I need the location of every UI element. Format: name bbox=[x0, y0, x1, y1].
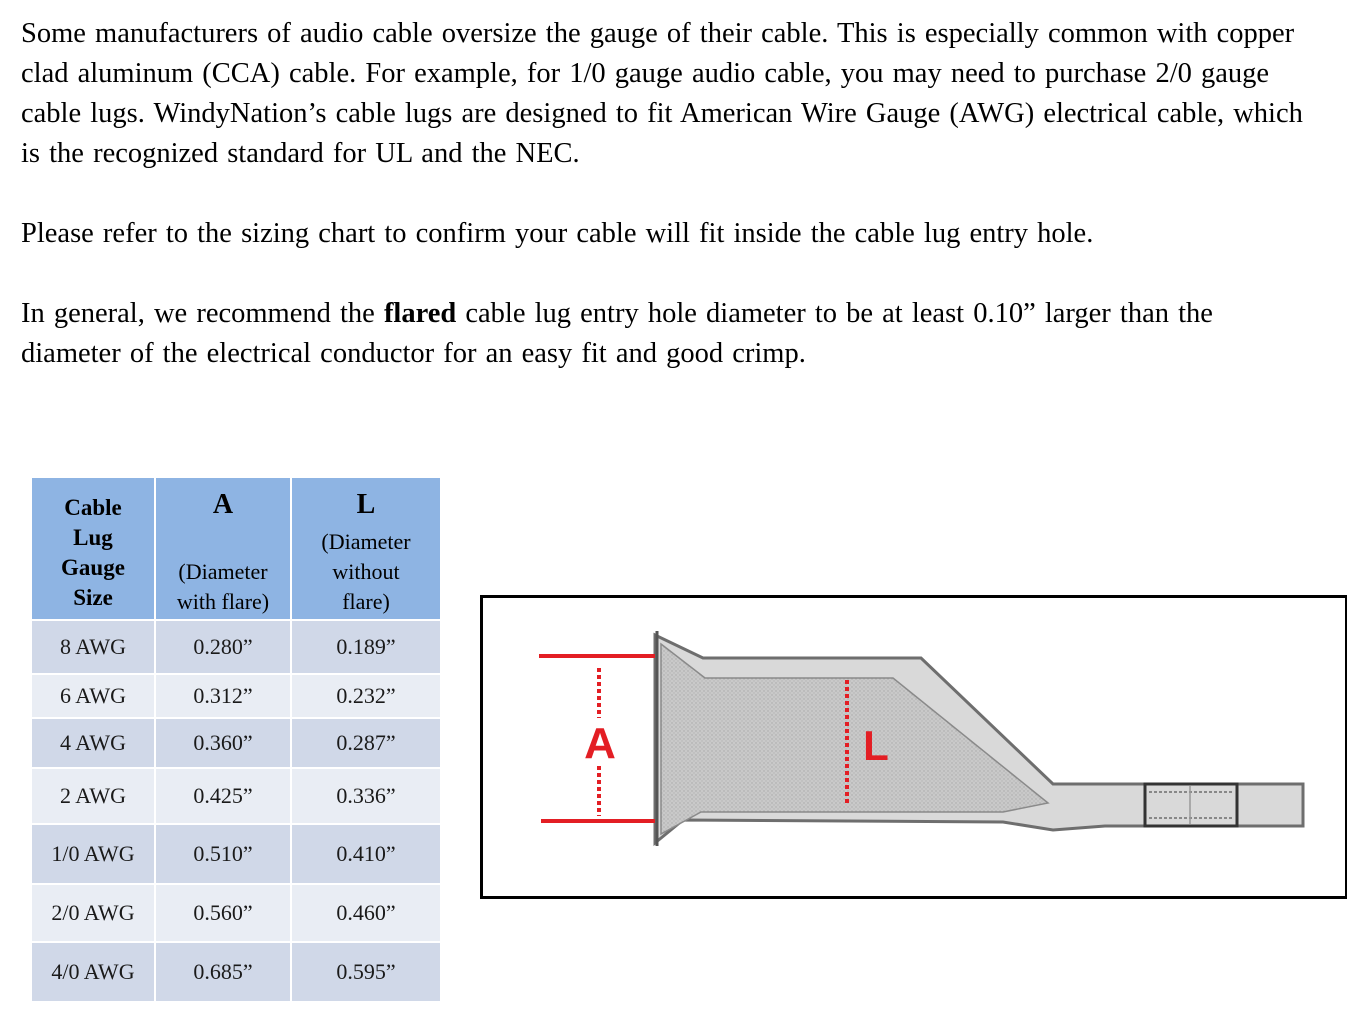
header-l bbox=[291, 477, 441, 620]
intro-text bbox=[21, 14, 1321, 374]
row-gauge: 2 AWG bbox=[31, 768, 155, 824]
row-a-value: 0.510” bbox=[155, 824, 291, 884]
row-gauge: 6 AWG bbox=[31, 674, 155, 718]
header-a bbox=[155, 477, 291, 620]
sizing-chart-table bbox=[30, 476, 442, 1003]
row-a-value: 0.360” bbox=[155, 718, 291, 768]
recommendation-text-before: In general, we recommend the bbox=[21, 298, 384, 329]
cable-lug-diagram bbox=[480, 595, 1347, 899]
row-l-value: 0.287” bbox=[291, 718, 441, 768]
row-l-value: 0.460” bbox=[291, 884, 441, 942]
table-row bbox=[31, 884, 441, 942]
row-a-value: 0.280” bbox=[155, 620, 291, 674]
row-gauge: 4 AWG bbox=[31, 718, 155, 768]
row-a-value: 0.312” bbox=[155, 674, 291, 718]
header-a-sub: (Diameter with flare) bbox=[176, 559, 270, 614]
header-gauge-label: Cable Lug Gauge Size bbox=[61, 495, 125, 610]
dimension-l-label: L bbox=[863, 722, 889, 769]
header-l-letter: L bbox=[356, 489, 376, 520]
row-l-value: 0.336” bbox=[291, 768, 441, 824]
intro-paragraph-recommendation bbox=[21, 294, 1321, 374]
header-gauge bbox=[31, 477, 155, 620]
table-row bbox=[31, 768, 441, 824]
row-a-value: 0.425” bbox=[155, 768, 291, 824]
recommendation-text-after: cable lug entry hole diameter to be at least 0.10” larger than the diameter of the electrical conductor for an easy fit and good crimp. bbox=[21, 298, 1213, 369]
table-row bbox=[31, 674, 441, 718]
cable-lug-drawing bbox=[483, 598, 1345, 896]
row-gauge: 8 AWG bbox=[31, 620, 155, 674]
row-a-value: 0.560” bbox=[155, 884, 291, 942]
table-row bbox=[31, 824, 441, 884]
row-l-value: 0.410” bbox=[291, 824, 441, 884]
table-row bbox=[31, 718, 441, 768]
table-row bbox=[31, 942, 441, 1002]
header-l-sub: (Diameter without flare) bbox=[321, 529, 411, 614]
table-row bbox=[31, 620, 441, 674]
row-gauge: 4/0 AWG bbox=[31, 942, 155, 1002]
dimension-a-label: A bbox=[584, 719, 616, 768]
row-a-value: 0.685” bbox=[155, 942, 291, 1002]
header-a-letter: A bbox=[212, 489, 234, 520]
row-l-value: 0.595” bbox=[291, 942, 441, 1002]
row-gauge: 1/0 AWG bbox=[31, 824, 155, 884]
table-header-row bbox=[31, 477, 441, 620]
row-l-value: 0.189” bbox=[291, 620, 441, 674]
intro-paragraph-sizing-chart: Please refer to the sizing chart to confirm your cable will fit inside the cable lug entry hole. bbox=[21, 218, 1094, 249]
row-l-value: 0.232” bbox=[291, 674, 441, 718]
recommendation-emphasis: flared bbox=[383, 298, 457, 329]
intro-paragraph-oversize: Some manufacturers of audio cable oversize the gauge of their cable. This is especially common with copper clad aluminum (CCA) cable. For example, for 1/0 gauge audio cable, you may need to purchase 2/0 gauge cable lugs. WindyNation’s cable lugs are designed to fit American Wire Gauge (AWG) electrical cable, which is the recognized standard for UL and the NEC. bbox=[21, 18, 1303, 169]
row-gauge: 2/0 AWG bbox=[31, 884, 155, 942]
